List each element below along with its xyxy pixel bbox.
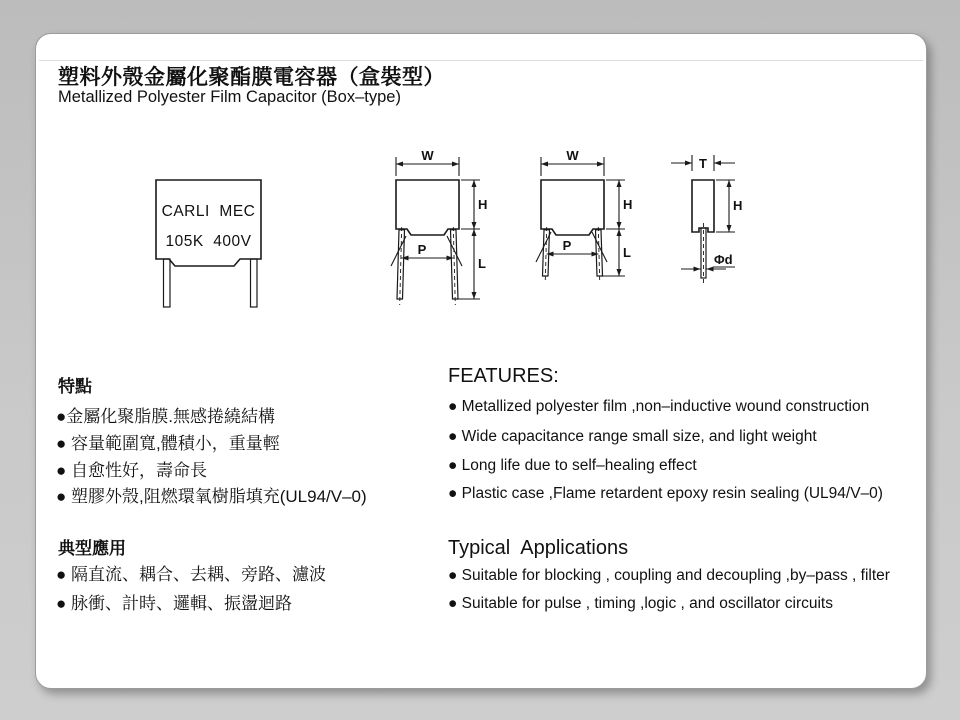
dim-label-h: H: [478, 197, 488, 212]
feature-en-item: [448, 428, 817, 446]
dim-label-w: W: [421, 148, 434, 163]
bullet-icon: ●: [448, 457, 458, 474]
bullet-icon: ●: [56, 487, 67, 506]
dim-label-phi-d: Φd: [714, 252, 733, 267]
application-en-text: Suitable for pulse , timing ,logic , and oscillator circuits: [457, 595, 833, 612]
feature-cn-text: 塑膠外殼,阻燃環氧樹脂填充(UL94/V–0): [66, 487, 367, 506]
application-cn-item: [56, 594, 292, 614]
feature-en-text: Wide capacitance range small size, and light weight: [457, 428, 817, 445]
dim-label-t: T: [699, 156, 707, 171]
applications-cn-heading: 典型應用: [58, 539, 126, 558]
body-outline: [692, 180, 714, 232]
page-title-cn: 塑料外殼金屬化聚酯膜電容器（盒裝型）: [58, 66, 445, 89]
capacitor-right-lead: [251, 259, 258, 307]
dim-label-p: P: [562, 238, 572, 253]
capacitor-marking-line1: CARLI MEC: [161, 203, 256, 220]
bullet-icon: ●: [56, 461, 67, 480]
features-en-heading: FEATURES:: [448, 365, 559, 387]
application-en-text: Suitable for blocking , coupling and decoupling ,by–pass , filter: [457, 567, 890, 584]
dimension-drawing-long-lead: [374, 147, 504, 312]
side-view-drawing: [659, 147, 774, 287]
feature-en-item: [448, 457, 697, 475]
dim-label-w: W: [566, 148, 579, 163]
bullet-icon: ●: [448, 428, 458, 445]
application-cn-text: 脉衝、計時、邏輯、振盪迴路: [66, 594, 293, 613]
bullet-icon: ●: [448, 595, 458, 612]
dim-label-p: P: [417, 242, 427, 257]
feature-cn-text: 容量範圍寬,體積小，重量輕: [66, 434, 280, 453]
applications-en-heading: Typical Applications: [448, 537, 629, 559]
bullet-icon: ●: [56, 594, 67, 613]
page-title-en: Metallized Polyester Film Capacitor (Box–type): [58, 88, 401, 106]
application-en-item: [448, 567, 890, 585]
feature-cn-item: [56, 434, 280, 454]
feature-en-item: [448, 485, 883, 503]
dim-label-h: H: [623, 197, 633, 212]
feature-cn-text: 自愈性好，壽命長: [66, 461, 208, 480]
capacitor-left-lead: [164, 259, 171, 307]
feature-en-text: Metallized polyester film ,non–inductive wound construction: [457, 398, 870, 415]
dim-label-l: L: [623, 245, 631, 260]
feature-cn-item: [56, 407, 275, 427]
bullet-icon: ●: [448, 485, 458, 502]
dim-label-h: H: [733, 198, 743, 213]
capacitor-marking-line2: 105K 400V: [165, 233, 252, 250]
feature-en-item: [448, 398, 869, 416]
bullet-icon: ●: [56, 407, 67, 426]
application-en-item: [448, 595, 833, 613]
body-outline: [541, 180, 604, 235]
application-cn-item: [56, 565, 326, 585]
dim-label-l: L: [478, 256, 486, 271]
feature-cn-item: [56, 487, 367, 507]
bullet-icon: ●: [56, 434, 67, 453]
capacitor-front-drawing: [149, 169, 279, 314]
feature-en-text: Plastic case ,Flame retardent epoxy resin sealing (UL94/V–0): [457, 485, 883, 502]
bullet-icon: ●: [448, 567, 458, 584]
body-outline: [396, 180, 459, 235]
dimension-drawing-short-lead: [519, 147, 649, 292]
feature-cn-item: [56, 461, 207, 481]
bullet-icon: ●: [448, 398, 458, 415]
capacitor-body-outline: [156, 180, 261, 266]
feature-cn-text: 金屬化聚脂膜.無感捲繞結構: [66, 407, 276, 426]
features-cn-heading: 特點: [58, 377, 92, 396]
feature-en-text: Long life due to self–healing effect: [457, 457, 697, 474]
bullet-icon: ●: [56, 565, 67, 584]
datasheet-page: [35, 33, 927, 689]
application-cn-text: 隔直流、耦合、去耦、旁路、濾波: [66, 565, 327, 584]
